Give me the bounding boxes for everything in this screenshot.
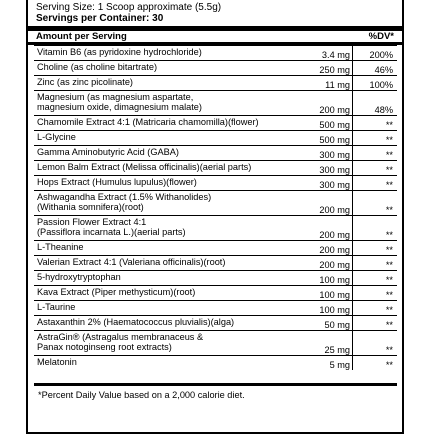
ingredient-dv: ** xyxy=(385,120,393,130)
ingredient-amount: 100 mg xyxy=(319,290,350,300)
ingredient-dv: 200% xyxy=(369,50,393,60)
ingredient-name-line: Hops Extract (Humulus lupulus)(flower) xyxy=(37,177,197,187)
daily-value-footnote: *Percent Daily Value based on a 2,000 calorie diet. xyxy=(38,390,245,400)
ingredient-amount: 200 mg xyxy=(319,205,350,215)
ingredient-dv: ** xyxy=(385,150,393,160)
ingredient-amount: 50 mg xyxy=(324,320,350,330)
ingredient-amount: 200 mg xyxy=(319,230,350,240)
ingredient-amount: 300 mg xyxy=(319,150,350,160)
ingredient-name xyxy=(37,192,211,212)
ingredient-name-line: AstraGin® (Astragalus membranaceus & xyxy=(37,332,204,342)
table-row xyxy=(34,75,397,90)
table-row xyxy=(34,190,397,215)
ingredient-name xyxy=(37,162,251,172)
ingredient-name-line: Kava Extract (Piper methysticum)(root) xyxy=(37,287,196,297)
ingredient-name-line: Panax notoginseng root extracts) xyxy=(37,342,172,352)
ingredient-amount: 200 mg xyxy=(319,105,350,115)
ingredient-amount: 200 mg xyxy=(319,260,350,270)
ingredient-name-line: (Passiflora incarnata L.)(aerial parts) xyxy=(37,227,186,237)
ingredient-amount: 500 mg xyxy=(319,135,350,145)
ingredient-dv: ** xyxy=(385,360,393,370)
servings-per-container: Servings per Container: 30 xyxy=(36,13,164,24)
ingredient-name xyxy=(37,302,75,312)
ingredient-name xyxy=(37,77,133,87)
column-divider xyxy=(352,91,353,115)
table-row xyxy=(34,130,397,145)
ingredient-name-line: Valerian Extract 4:1 (Valeriana officinalis)(root) xyxy=(37,257,226,267)
ingredient-name-line: Ashwagandha Extract (1.5% Withanolides) xyxy=(37,192,212,202)
ingredient-name-line: L-Glycine xyxy=(37,132,76,142)
ingredient-amount: 3.4 mg xyxy=(321,50,350,60)
ingredient-amount: 250 mg xyxy=(319,65,350,75)
ingredient-name-line: 5-hydroxytryptophan xyxy=(37,272,121,282)
ingredient-amount: 300 mg xyxy=(319,165,350,175)
ingredient-name-line: Gamma Aminobutyric Acid (GABA) xyxy=(37,147,179,157)
column-divider xyxy=(352,286,353,300)
ingredient-name xyxy=(37,257,225,267)
table-row xyxy=(34,145,397,160)
ingredient-name-line: magnesium oxide, dimagnesium malate) xyxy=(37,102,202,112)
ingredient-name xyxy=(37,217,186,237)
ingredient-dv: ** xyxy=(385,320,393,330)
ingredient-dv: ** xyxy=(385,290,393,300)
table-row xyxy=(34,215,397,240)
amount-per-serving-label: Amount per Serving xyxy=(36,31,127,42)
ingredient-name-line: Passion Flower Extract 4:1 xyxy=(37,217,147,227)
ingredient-name-line: (Withania somnifera)(root) xyxy=(37,202,144,212)
table-row xyxy=(34,330,397,355)
ingredient-amount: 100 mg xyxy=(319,275,350,285)
ingredient-name xyxy=(37,357,77,367)
ingredient-name xyxy=(37,317,234,327)
table-row xyxy=(34,45,397,60)
ingredient-name xyxy=(37,47,202,57)
column-divider xyxy=(352,161,353,175)
ingredient-name xyxy=(37,92,202,112)
table-row xyxy=(34,115,397,130)
ingredient-dv: ** xyxy=(385,245,393,255)
table-row xyxy=(34,160,397,175)
ingredient-amount: 11 mg xyxy=(325,80,350,90)
column-divider xyxy=(352,356,353,370)
ingredient-amount: 25 mg xyxy=(324,345,350,355)
ingredient-name xyxy=(37,287,195,297)
table-row xyxy=(34,315,397,330)
ingredient-dv: ** xyxy=(385,345,393,355)
column-divider xyxy=(352,76,353,90)
ingredient-name xyxy=(37,242,83,252)
column-divider xyxy=(352,316,353,330)
table-row xyxy=(34,285,397,300)
footer xyxy=(34,383,397,400)
ingredient-dv: ** xyxy=(385,230,393,240)
ingredient-amount: 5 mg xyxy=(329,360,350,370)
ingredient-dv: 46% xyxy=(374,65,393,75)
ingredient-name-line: Melatonin xyxy=(37,357,77,367)
table-row xyxy=(34,300,397,315)
column-divider xyxy=(352,301,353,315)
ingredient-amount: 100 mg xyxy=(319,305,350,315)
ingredient-dv: ** xyxy=(385,205,393,215)
table-row xyxy=(34,355,397,370)
column-divider xyxy=(352,271,353,285)
daily-value-header: %DV* xyxy=(368,31,394,42)
ingredient-name-line: Vitamin B6 (as pyridoxine hydrochloride) xyxy=(37,47,202,57)
table-row xyxy=(34,240,397,255)
ingredient-amount: 300 mg xyxy=(319,180,350,190)
ingredient-amount: 200 mg xyxy=(319,245,350,255)
ingredient-name-line: Magnesium (as magnesium aspartate, xyxy=(37,92,194,102)
ingredient-name xyxy=(37,177,197,187)
ingredient-name-line: Lemon Balm Extract (Melissa officinalis)(aerial parts) xyxy=(37,162,252,172)
ingredient-name-line: Chamomile Extract 4:1 (Matricaria chamomilla)(flower) xyxy=(37,117,259,127)
table-row xyxy=(34,90,397,115)
table-header xyxy=(36,31,396,42)
ingredient-dv: 48% xyxy=(374,105,393,115)
ingredient-dv: ** xyxy=(385,165,393,175)
column-divider xyxy=(352,116,353,130)
ingredient-name xyxy=(37,117,259,127)
ingredient-dv: ** xyxy=(385,275,393,285)
ingredient-name-line: Astaxanthin 2% (Haematococcus pluvialis)(alga) xyxy=(37,317,235,327)
table-row xyxy=(34,60,397,75)
ingredient-dv: ** xyxy=(385,305,393,315)
table-row xyxy=(34,175,397,190)
ingredient-name-line: Choline (as choline bitartrate) xyxy=(37,62,158,72)
ingredient-name-line: L-Taurine xyxy=(37,302,76,312)
ingredient-name xyxy=(37,132,76,142)
column-divider xyxy=(352,241,353,255)
ingredient-name xyxy=(37,62,157,72)
column-divider xyxy=(352,176,353,190)
table-row xyxy=(34,270,397,285)
serving-size: Serving Size: 1 Scoop approximate (5.5g) xyxy=(36,2,222,13)
column-divider xyxy=(352,331,353,355)
column-divider xyxy=(352,46,353,60)
column-divider xyxy=(352,216,353,240)
ingredient-name xyxy=(37,147,179,157)
table-row xyxy=(34,255,397,270)
ingredient-dv: 100% xyxy=(369,80,393,90)
column-divider xyxy=(352,191,353,215)
ingredient-dv: ** xyxy=(385,180,393,190)
ingredient-dv: ** xyxy=(385,135,393,145)
ingredient-name-line: L-Theanine xyxy=(37,242,84,252)
ingredient-name xyxy=(37,332,203,352)
column-divider xyxy=(352,61,353,75)
ingredient-amount: 500 mg xyxy=(319,120,350,130)
column-divider xyxy=(352,256,353,270)
supplement-facts-panel xyxy=(26,0,404,434)
column-divider xyxy=(352,131,353,145)
ingredient-name xyxy=(37,272,121,282)
ingredient-dv: ** xyxy=(385,260,393,270)
column-divider xyxy=(352,146,353,160)
ingredient-name-line: Zinc (as zinc picolinate) xyxy=(37,77,133,87)
